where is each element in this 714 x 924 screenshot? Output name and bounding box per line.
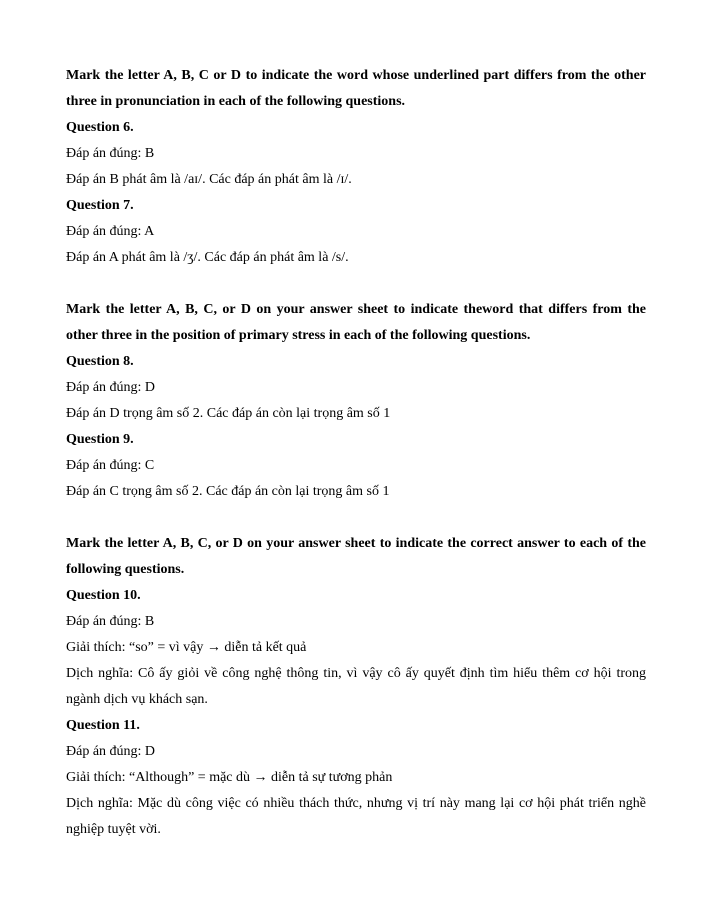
correct-answer: Đáp án đúng: C — [66, 458, 155, 473]
section-instruction: Mark the letter A, B, C or D to indicate the word whose underlined part differs from the other three in pronunciation in each of the following questions. — [66, 68, 646, 109]
question-block-8 — [66, 349, 646, 427]
explanation-line: Giải thích: “so” = vì vậy → diễn tả kết quả — [66, 640, 307, 655]
question-block-11 — [66, 713, 646, 843]
section-pronunciation — [66, 63, 646, 271]
question-block-10 — [66, 583, 646, 713]
section-instruction: Mark the letter A, B, C, or D on your answer sheet to indicate theword that differs from the other three in the position of primary stress in each of the following questions. — [66, 302, 646, 343]
section-correct-answer — [66, 531, 646, 843]
correct-answer: Đáp án đúng: D — [66, 744, 156, 759]
question-block-9 — [66, 427, 646, 505]
question-block-6 — [66, 115, 646, 193]
explanation-line: Giải thích: “Although” = mặc dù → diễn tả sự tương phản — [66, 770, 393, 785]
question-title: Question 11. — [66, 718, 140, 733]
section-instruction: Mark the letter A, B, C, or D on your answer sheet to indicate the correct answer to each of the following questions. — [66, 536, 646, 577]
correct-answer: Đáp án đúng: A — [66, 224, 155, 239]
question-block-7 — [66, 193, 646, 271]
explanation-line: Đáp án C trọng âm số 2. Các đáp án còn lại trọng âm số 1 — [66, 484, 390, 499]
explanation-line: Đáp án B phát âm là /aɪ/. Các đáp án phát âm là /ɪ/. — [66, 172, 352, 187]
correct-answer: Đáp án đúng: D — [66, 380, 156, 395]
correct-answer: Đáp án đúng: B — [66, 614, 155, 629]
question-title: Question 9. — [66, 432, 134, 447]
translation-line: Dịch nghĩa: Mặc dù công việc có nhiều thách thức, nhưng vị trí này mang lại cơ hội phát triển nghề nghiệp tuyệt vời. — [66, 796, 646, 837]
question-title: Question 8. — [66, 354, 134, 369]
section-stress — [66, 297, 646, 505]
question-title: Question 10. — [66, 588, 141, 603]
explanation-line: Đáp án A phát âm là /ʒ/. Các đáp án phát âm là /s/. — [66, 250, 349, 265]
question-title: Question 6. — [66, 120, 134, 135]
correct-answer: Đáp án đúng: B — [66, 146, 155, 161]
question-title: Question 7. — [66, 198, 134, 213]
explanation-line: Đáp án D trọng âm số 2. Các đáp án còn lại trọng âm số 1 — [66, 406, 391, 421]
translation-line: Dịch nghĩa: Cô ấy giỏi về công nghệ thông tin, vì vậy cô ấy quyết định tìm hiểu thêm cơ hội trong ngành dịch vụ khách sạn. — [66, 666, 646, 707]
